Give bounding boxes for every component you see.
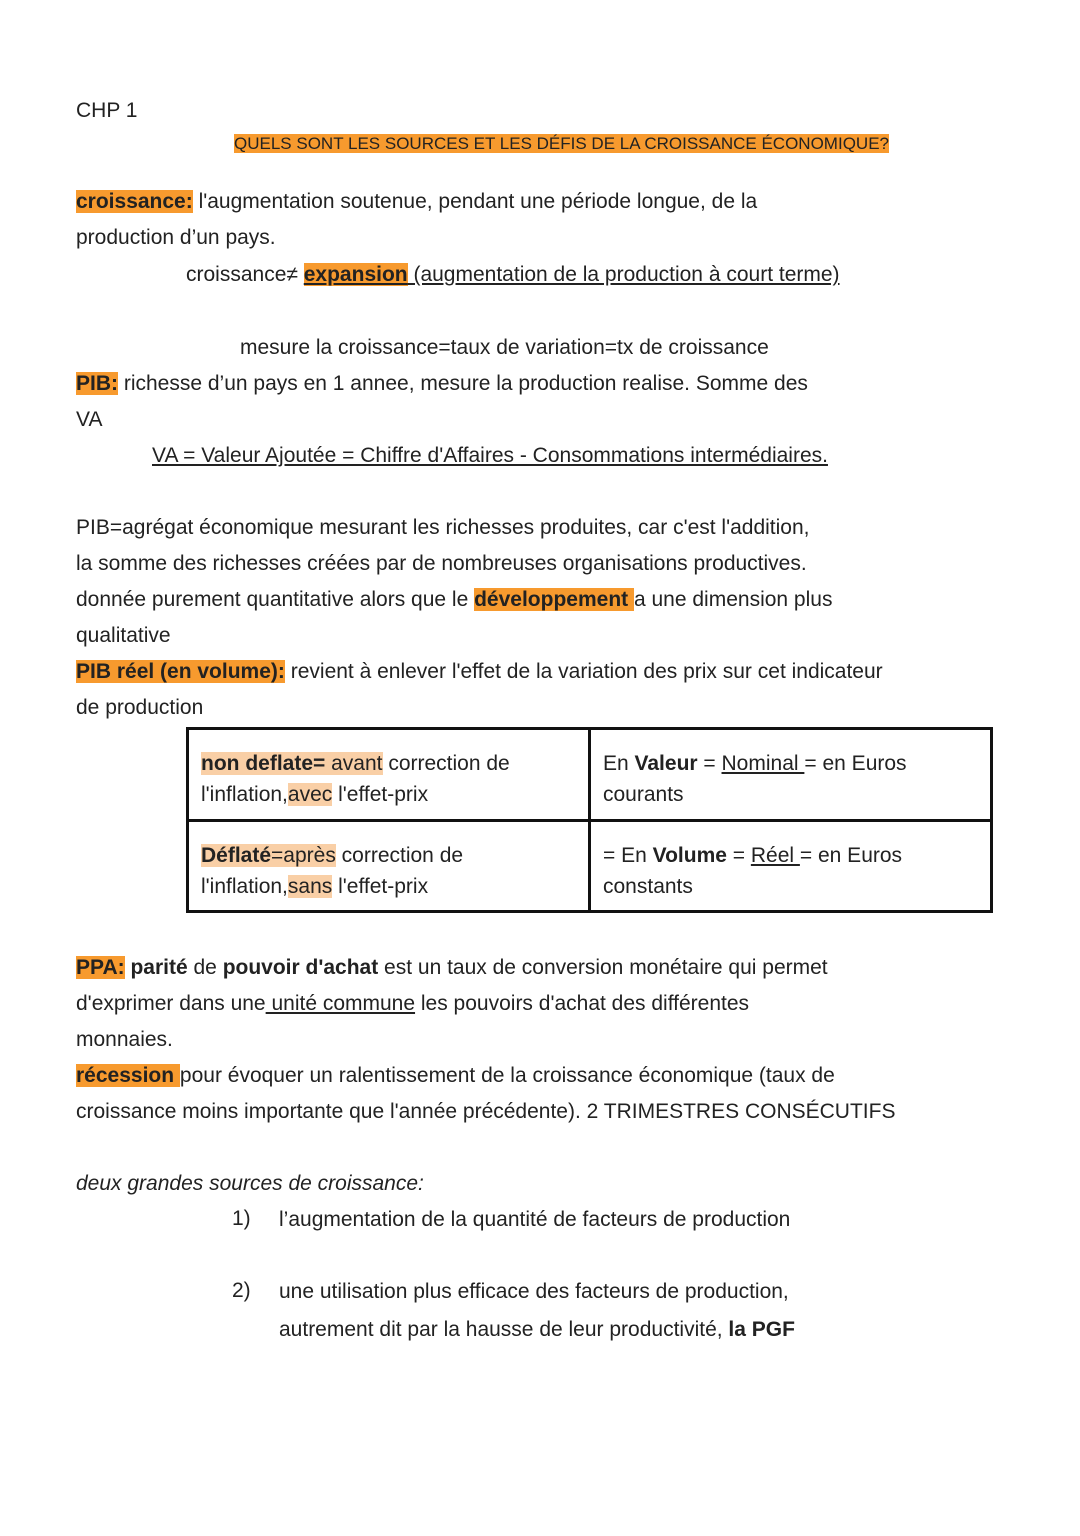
- table-text: correction de: [335, 843, 464, 867]
- page-title-text: QUELS SONT LES SOURCES ET LES DÉFIS DE LA CROISSANCE ÉCONOMIQUE?: [234, 134, 889, 153]
- agregat-line3-a: donnée purement quantitative alors que le: [76, 588, 475, 611]
- recession-definition: [76, 1063, 835, 1089]
- apres-highlight: =après: [271, 843, 336, 867]
- avec-highlight: avec: [287, 783, 333, 806]
- table-cell-non-deflate: [188, 729, 590, 821]
- ppa-text: d'exprimer dans une: [76, 992, 266, 1015]
- source-item-1: l’augmentation de la quantité de facteurs de production: [279, 1208, 791, 1231]
- pib-def-line1: richesse d’un pays en 1 annee, mesure la production realise. Somme des: [118, 372, 808, 395]
- sans-highlight: sans: [287, 874, 333, 898]
- ppa-text: de: [187, 956, 223, 979]
- deflate-table: [186, 727, 993, 913]
- avant-highlight: avant: [325, 752, 383, 775]
- pib-def-line2: VA: [76, 408, 103, 431]
- table-row: [188, 729, 992, 821]
- page-title: [234, 130, 889, 157]
- table-text: courants: [603, 783, 684, 806]
- croissance-definition: [76, 189, 757, 215]
- term-recession: récession: [76, 1064, 180, 1087]
- term-croissance: croissance:: [76, 190, 193, 213]
- ppa-definition: [76, 955, 828, 981]
- list-item-number: 2): [232, 1279, 251, 1302]
- source-item-2-text: autrement dit par la hausse de leur productivité,: [279, 1318, 729, 1341]
- term-deflate: Déflaté: [201, 843, 272, 867]
- term-volume: Volume: [652, 843, 727, 867]
- agregat-line3: [76, 587, 832, 613]
- table-text: En: [603, 752, 635, 775]
- table-text: = en Euros: [804, 752, 907, 775]
- ppa-def-line3: monnaies.: [76, 1028, 173, 1051]
- term-pib: PIB:: [76, 372, 118, 395]
- term-pib-reel: PIB réel (en volume):: [76, 660, 285, 683]
- croissance-def-line1: l'augmentation soutenue, pendant une période longue, de la: [192, 190, 758, 213]
- table-text: = En: [603, 843, 653, 867]
- mesure-line: mesure la croissance=taux de variation=tx de croissance: [240, 336, 769, 359]
- expansion-def: (augmentation de la production à court terme): [407, 263, 840, 286]
- agregat-line3-b: a une dimension plus: [633, 588, 833, 611]
- table-cell-valeur: [590, 729, 992, 821]
- chapter-label: CHP 1: [76, 99, 138, 122]
- table-text: l'inflation,: [201, 783, 288, 806]
- pib-definition: [76, 371, 808, 397]
- pib-reel-definition: [76, 659, 883, 685]
- recession-def-line1: pour évoquer un ralentissement de la croissance économique (taux de: [179, 1064, 835, 1087]
- list-item-number: 1): [232, 1207, 251, 1230]
- table-text: l'effet-prix: [332, 874, 429, 898]
- table-text: =: [726, 843, 751, 867]
- table-text: l'effet-prix: [332, 783, 429, 806]
- source-item-2-line2: [279, 1317, 795, 1343]
- ppa-def-line2: [76, 991, 749, 1017]
- table-text: l'inflation,: [201, 874, 288, 898]
- table-cell-volume: [590, 820, 992, 912]
- ppa-text: les pouvoirs d'achat des différentes: [415, 992, 750, 1015]
- term-valeur: Valeur: [634, 752, 698, 775]
- source-item-2-line1: une utilisation plus efficace des facteurs de production,: [279, 1280, 789, 1303]
- table-cell-deflate: [188, 820, 590, 912]
- term-nominal: Nominal: [721, 752, 805, 775]
- table-text: constants: [603, 874, 693, 898]
- agregat-line1: PIB=agrégat économique mesurant les richesses produites, car c'est l'addition,: [76, 516, 810, 539]
- agregat-line4: qualitative: [76, 624, 171, 647]
- term-pouvoir-achat: pouvoir d'achat: [222, 956, 379, 979]
- term-pgf: la PGF: [728, 1318, 795, 1341]
- agregat-line2: la somme des richesses créées par de nombreuses organisations productives.: [76, 552, 807, 575]
- sources-heading: deux grandes sources de croissance:: [76, 1172, 424, 1195]
- table-row: [188, 820, 992, 912]
- term-unite-commune: unité commune: [265, 992, 416, 1015]
- table-text: =: [697, 752, 722, 775]
- term-parite: parité: [130, 956, 188, 979]
- term-reel: Réel: [750, 843, 800, 867]
- table-text: = en Euros: [799, 843, 903, 867]
- pib-reel-def-line2: de production: [76, 696, 204, 719]
- term-developpement: développement: [474, 588, 634, 611]
- expansion-line: [186, 262, 840, 288]
- term-ppa: PPA:: [76, 956, 125, 979]
- ppa-def-line1: est un taux de conversion monétaire qui permet: [378, 956, 828, 979]
- croissance-def-line2: production d’un pays.: [76, 226, 276, 249]
- term-non-deflate: non deflate=: [201, 752, 326, 775]
- table-text: correction de: [382, 752, 510, 775]
- pib-reel-def-line1: revient à enlever l'effet de la variation des prix sur cet indicateur: [284, 660, 883, 683]
- term-expansion: expansion: [303, 263, 408, 286]
- va-formula: VA = Valeur Ajoutée = Chiffre d'Affaires - Consommations intermédiaires.: [152, 444, 828, 467]
- recession-def-line2: croissance moins importante que l'année précédente). 2 TRIMESTRES CONSÉCUTIFS: [76, 1100, 896, 1123]
- neq-prefix: croissance≠: [186, 263, 304, 286]
